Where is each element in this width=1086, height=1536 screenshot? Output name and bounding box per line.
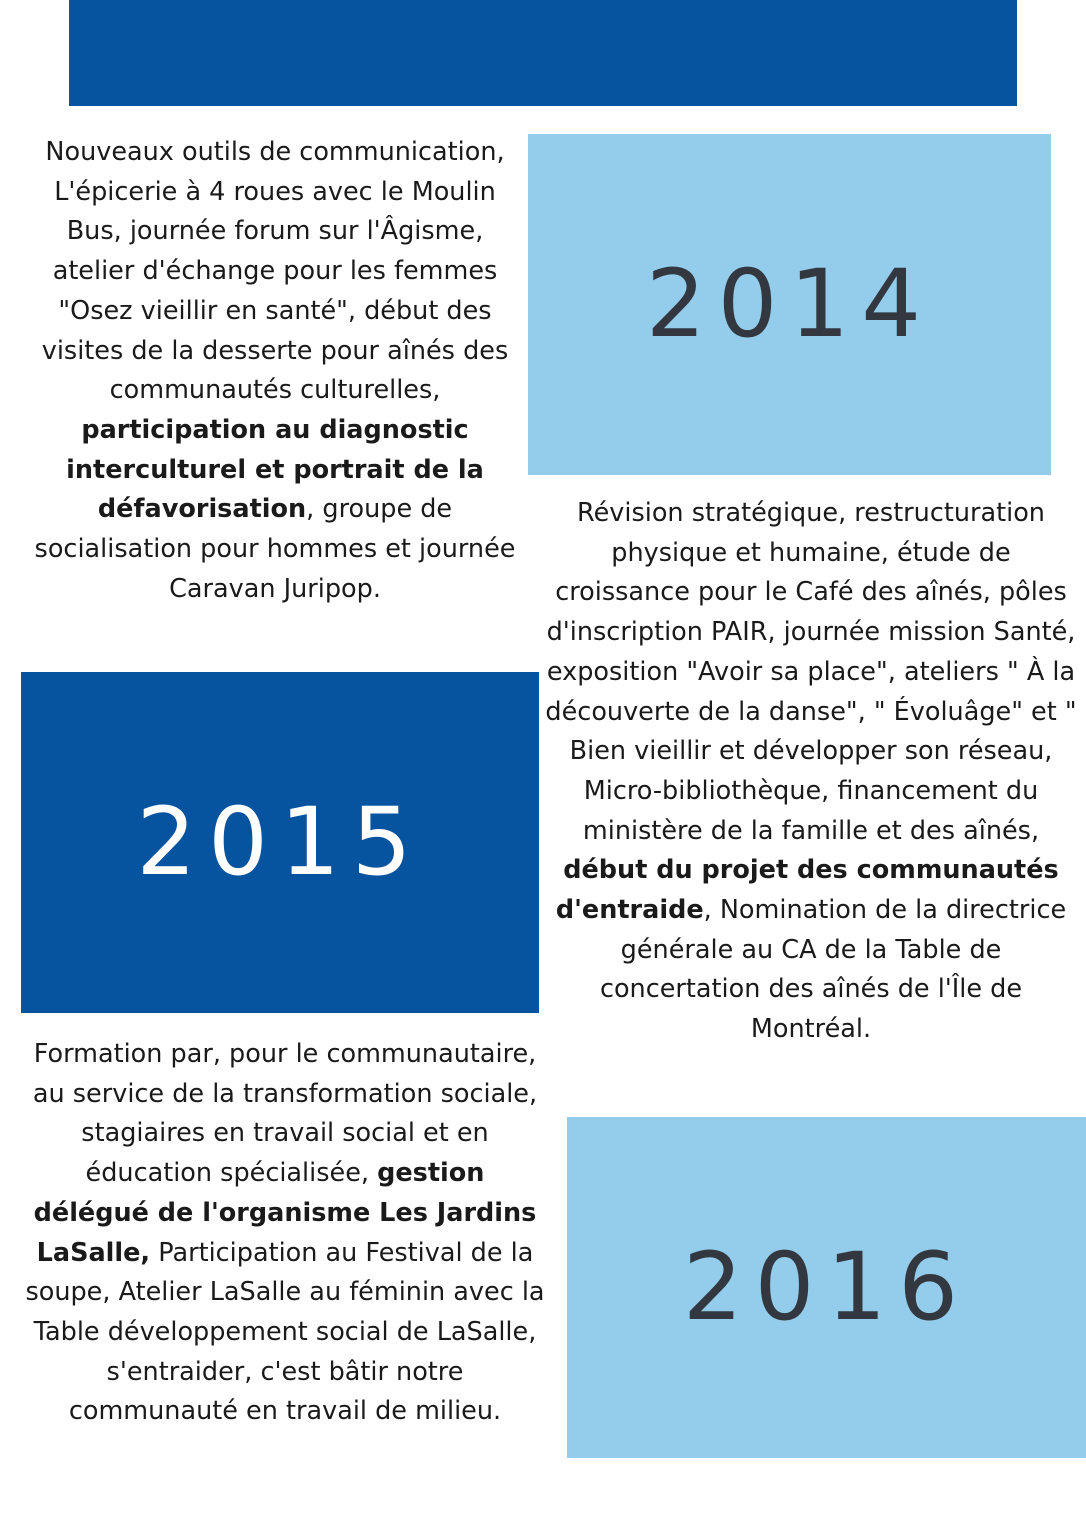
year-box-2016 (567, 1117, 1086, 1458)
text-2016-bold: gestion délégué de l'organisme Les Jardins LaSalle, (33, 1158, 537, 1268)
text-block-2015 (543, 494, 1079, 1050)
text-2016-intro: Formation par, pour le communautaire, au service de la transformation sociale, stagiaires en travail social et en éducation spécialisée, (32, 1039, 538, 1189)
text-2014-bold: participation au diagnostic interculturel et portrait de la défavorisation (66, 414, 484, 525)
text-2015-intro: Révision stratégique, restructuration physique et humaine, étude de croissance pour le Café des aînés, pôles d'inscription PAIR, journée mission Santé, exposition "Avoir sa place", ateliers " À la découverte de la danse", " Évoluâge" et " Bien vieillir et développer son réseau, Micro-bibliothèque, financement du ministère de la famille et des aînés, (545, 498, 1077, 846)
text-2015-outro: , Nomination de la directrice générale au CA de la Table de concertation des aînés de l'Île de Montréal. (599, 895, 1067, 1045)
text-2016-outro: Participation au Festival de la soupe, Atelier LaSalle au féminin avec la Table développement social de LaSalle, s'entraider, c'est bâtir notre communauté en travail de milieu. (25, 1237, 545, 1427)
header-banner (69, 0, 1017, 106)
text-block-2016 (25, 1035, 545, 1432)
text-2014-outro: , groupe de socialisation pour hommes et journée Caravan Juripop. (34, 494, 516, 604)
year-box-2014 (528, 134, 1051, 475)
year-label-2016: 2016 (682, 1233, 971, 1342)
text-block-2014 (25, 133, 525, 609)
year-box-2015 (21, 672, 539, 1013)
year-label-2014: 2014 (645, 250, 934, 359)
year-label-2015: 2015 (136, 788, 424, 897)
text-2014-intro: Nouveaux outils de communication, L'épicerie à 4 roues avec le Moulin Bus, journée forum sur l'Âgisme, atelier d'échange pour les femmes "Osez vieillir en santé", début des visites de la desserte pour aînés des communautés culturelles, (41, 137, 509, 406)
text-2015-bold: début du projet des communautés d'entraide (555, 855, 1059, 926)
